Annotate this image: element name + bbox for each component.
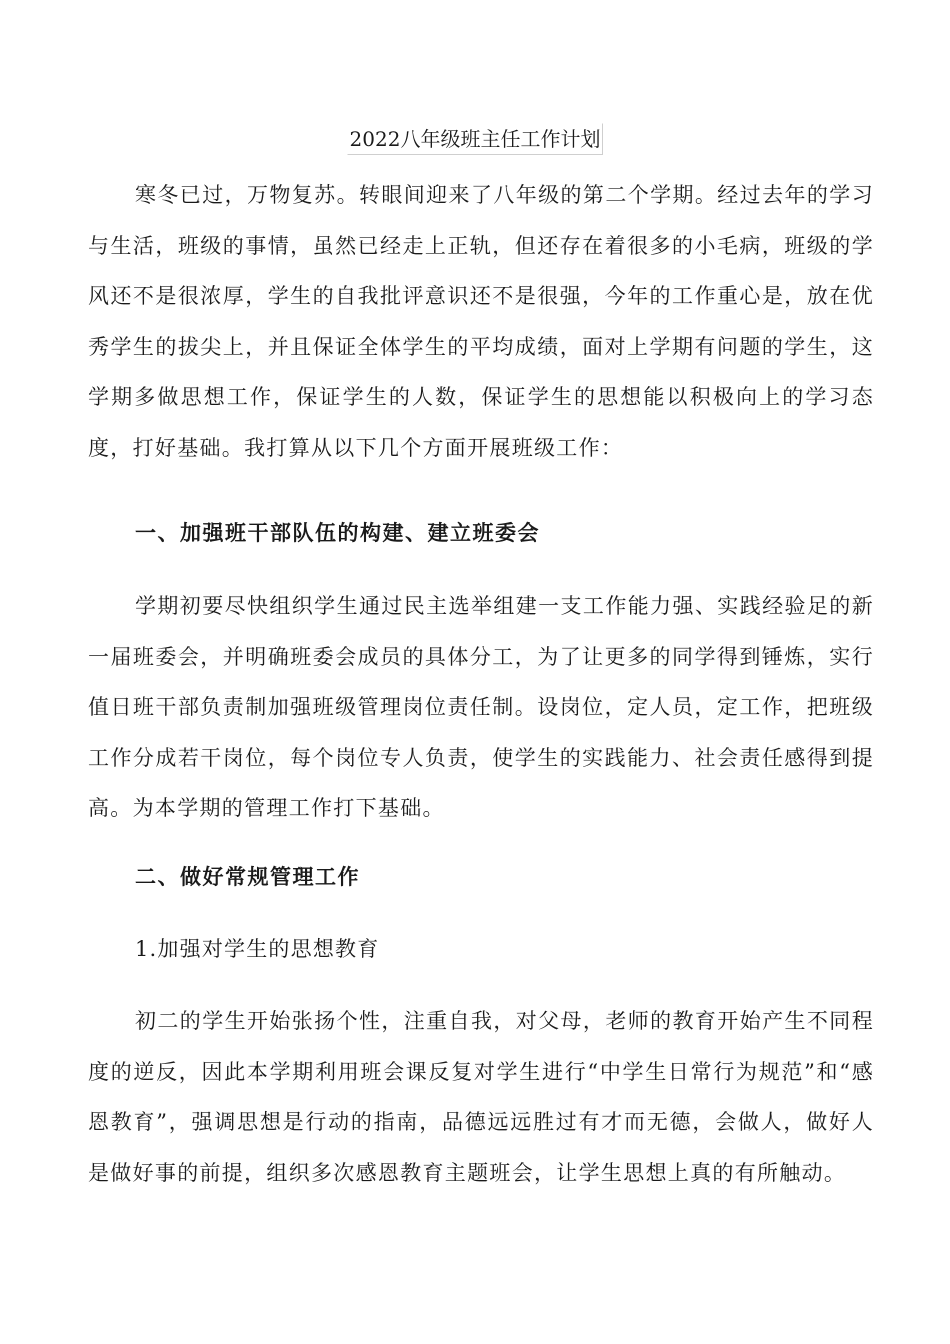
section2-paragraph: 初二的学生开始张扬个性，注重自我，对父母，老师的教育开始产生不同程度的逆反，因此本学期利用班会课反复对学生进行“中学生日常行为规范”和“感恩教育”，强调思想是行动的指南，品德远远胜过有才而无德，会做人，做好人是做好事的前提，组织多次感恩教育主题班会，让学生思想上真的有所触动。	[88, 1009, 874, 1185]
document-title: 2022八年级班主任工作计划	[347, 123, 604, 155]
section-heading-1: 一、加强班干部队伍的构建、建立班委会	[135, 521, 540, 545]
section1-paragraph: 学期初要尽快组织学生通过民主选举组建一支工作能力强、实践经验足的新一届班委会，并明确班委会成员的具体分工，为了让更多的同学得到锤炼，实行值日班干部负责制加强班级管理岗位责任制。设岗位，定人员，定工作，把班级工作分成若干岗位，每个岗位专人负责，使学生的实践能力、社会责任感得到提高。为本学期的管理工作打下基础。	[88, 594, 874, 820]
section-heading-2: 二、做好常规管理工作	[135, 865, 360, 889]
intro-paragraph: 寒冬已过，万物复苏。转眼间迎来了八年级的第二个学期。经过去年的学习与生活，班级的事情，虽然已经走上正轨，但还存在着很多的小毛病，班级的学风还不是很浓厚，学生的自我批评意识还不是很强，今年的工作重心是，放在优秀学生的拔尖上，并且保证全体学生的平均成绩，面对上学期有问题的学生，这学期多做思想工作，保证学生的人数，保证学生的思想能以积极向上的学习态度，打好基础。我打算从以下几个方面开展班级工作：	[88, 183, 874, 460]
section2-subheading: 1.加强对学生的思想教育	[135, 937, 380, 961]
title-container	[0, 123, 950, 155]
